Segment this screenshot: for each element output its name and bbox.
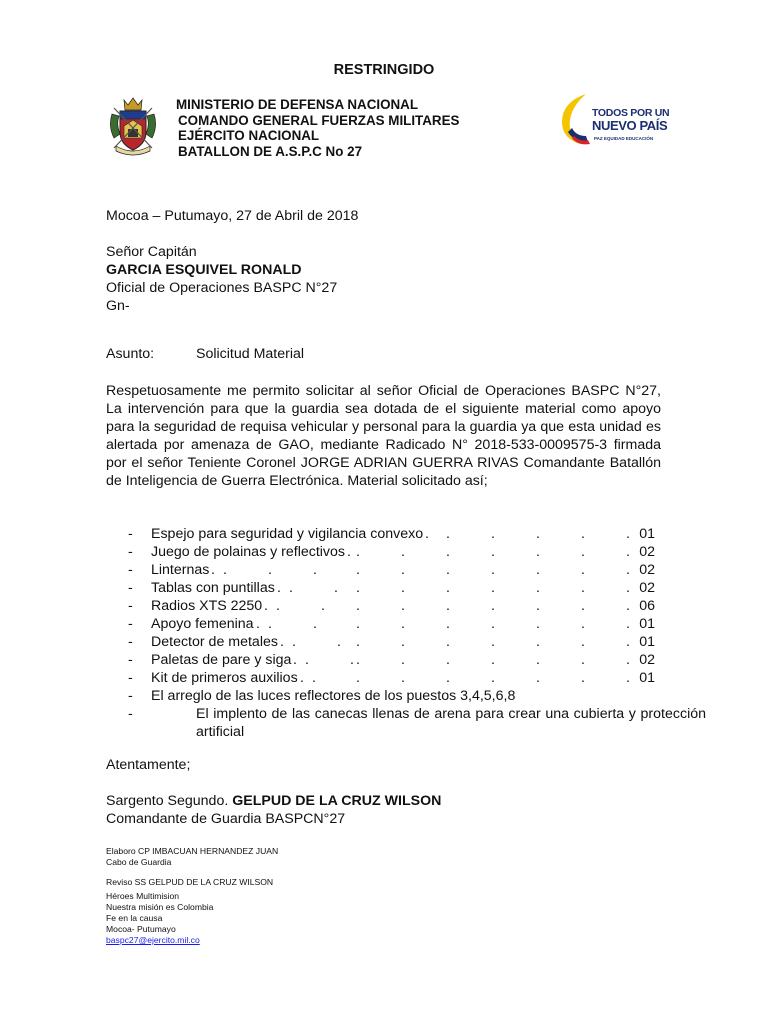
list-item-quantity: 06: [639, 598, 655, 614]
dot-leader: . . . . . . . . . . .: [211, 562, 630, 578]
signature-name: GELPUD DE LA CRUZ WILSON: [232, 793, 442, 809]
list-item: [106, 525, 661, 543]
letterhead-line: COMANDO GENERAL FUERZAS MILITARES: [178, 112, 460, 128]
todos-por-un-nuevo-pais-logo: [556, 92, 670, 150]
list-item: [106, 597, 661, 615]
list-bullet: -: [128, 670, 133, 686]
dot-leader: . . . . . .: [425, 526, 630, 542]
list-bullet: -: [128, 526, 133, 542]
signature-block: [106, 792, 441, 828]
list-item-quantity: 01: [639, 616, 655, 632]
list-item-text: Paletas de pare y siga: [151, 652, 292, 668]
list-item: [106, 669, 661, 687]
dot-leader: . . . . . . . .: [347, 544, 630, 560]
list-item-text: Linternas: [151, 562, 210, 578]
email-link[interactable]: baspc27@ejercito.mil.co: [106, 935, 200, 945]
material-list: [106, 525, 706, 741]
dot-leader: . . . . . . . . . .: [264, 598, 630, 614]
signature-title: Comandante de Guardia BASPCN°27: [106, 811, 346, 827]
list-bullet: -: [128, 652, 133, 668]
recipient-name: GARCIA ESQUIVEL RONALD: [106, 262, 302, 278]
reviewed-by: Reviso SS GELPUD DE LA CRUZ WILSON: [106, 877, 274, 887]
list-item-quantity: 01: [639, 526, 655, 542]
list-bullet: -: [128, 616, 133, 632]
list-item: [106, 561, 661, 579]
list-item-text: El arreglo de las luces reflectores de los puestos 3,4,5,6,8: [151, 688, 516, 704]
subject-value: Solicitud Material: [196, 346, 305, 362]
list-item-text: Espejo para seguridad y vigilancia convexo: [151, 526, 424, 542]
list-bullet: -: [128, 562, 133, 578]
classification-label: RESTRINGIDO: [333, 62, 435, 78]
dot-leader: . . . . . . . . .: [300, 670, 630, 686]
list-item: [106, 543, 661, 561]
list-item: [106, 705, 706, 741]
list-item-quantity: 02: [639, 580, 655, 596]
list-item-text: Radios XTS 2250: [151, 598, 263, 614]
letterhead: [176, 97, 459, 159]
list-item-text: Detector de metales: [151, 634, 278, 650]
list-bullet: -: [128, 634, 133, 650]
recipient-block: [106, 243, 337, 315]
list-item-text: Apoyo femenina: [151, 616, 254, 632]
body-paragraph: Respetuosamente me permito solicitar al señor Oficial de Operaciones BASPC N°27, La intervención para que la guardia sea dotada de el siguiente material como apoyo para la seguridad de requisa vehicular y personal para la guardia ya que esta unidad es alertada por amenaza de GAO, mediante Radicado N° 2018-533-0009575-3 firmada por el señor Teniente Coronel JORGE ADRIAN GUERRA RIVAS Comandante Batallón de Inteligencia de Guerra Electrónica. Material solicitado así;: [106, 383, 661, 489]
footer-block: [106, 891, 213, 946]
list-bullet: -: [128, 688, 133, 704]
dot-leader: . . . . . . . . . .: [293, 652, 630, 668]
list-item: [106, 615, 661, 633]
footer-line: Héroes Multimision: [106, 891, 180, 901]
subject-label: Asunto:: [106, 346, 155, 362]
list-item-quantity: 01: [639, 634, 655, 650]
list-item: [106, 651, 661, 669]
elaborated-line: Cabo de Guardia: [106, 857, 172, 867]
list-item-text: El implento de las canecas llenas de arena para crear una cubierta y protección artificial: [196, 706, 706, 740]
list-item-text: Tablas con puntillas: [151, 580, 275, 596]
subject-line: [106, 345, 304, 363]
list-item-quantity: 01: [639, 670, 655, 686]
recipient-city: Gn-: [106, 298, 130, 314]
footer-line: Mocoa- Putumayo: [106, 924, 176, 934]
footer-line: Nuestra misión es Colombia: [106, 902, 214, 912]
list-bullet: -: [128, 580, 133, 596]
recipient-role: Oficial de Operaciones BASPC N°27: [106, 280, 338, 296]
logo-text: NUEVO PAÍS: [592, 118, 668, 133]
signature-rank: Sargento Segundo.: [106, 793, 229, 809]
elaborated-by: [106, 846, 278, 868]
logo-tagline: PAZ EQUIDAD EDUCACIÓN: [594, 136, 654, 141]
list-item-text: Kit de primeros auxilios: [151, 670, 298, 686]
recipient-salutation: Señor Capitán: [106, 244, 197, 260]
dot-leader: . . . . . . . . . .: [256, 616, 630, 632]
footer-line: Fe en la causa: [106, 913, 163, 923]
list-item-text: Juego de polainas y reflectivos: [151, 544, 346, 560]
closing: Atentamente;: [106, 757, 191, 773]
list-item-quantity: 02: [639, 544, 655, 560]
letterhead-line: BATALLON DE A.S.P.C No 27: [178, 143, 363, 159]
letterhead-line: MINISTERIO DE DEFENSA NACIONAL: [176, 97, 419, 112]
list-item: [106, 579, 661, 597]
list-bullet: -: [128, 544, 133, 560]
dot-leader: . . . . . . . . . .: [277, 580, 630, 596]
list-item-quantity: 02: [639, 652, 655, 668]
coat-of-arms-icon: [106, 96, 160, 158]
letterhead-line: EJÉRCITO NACIONAL: [178, 128, 320, 143]
dot-leader: . . . . . . . . . .: [280, 634, 630, 650]
list-item-quantity: 02: [639, 562, 655, 578]
letter-date: Mocoa – Putumayo, 27 de Abril de 2018: [106, 208, 359, 224]
elaborated-line: Elaboro CP IMBACUAN HERNANDEZ JUAN: [106, 846, 279, 856]
list-item: [106, 633, 661, 651]
list-bullet: -: [128, 706, 133, 722]
list-item: [106, 687, 661, 705]
list-bullet: -: [128, 598, 133, 614]
logo-text: TODOS POR UN: [592, 107, 670, 119]
